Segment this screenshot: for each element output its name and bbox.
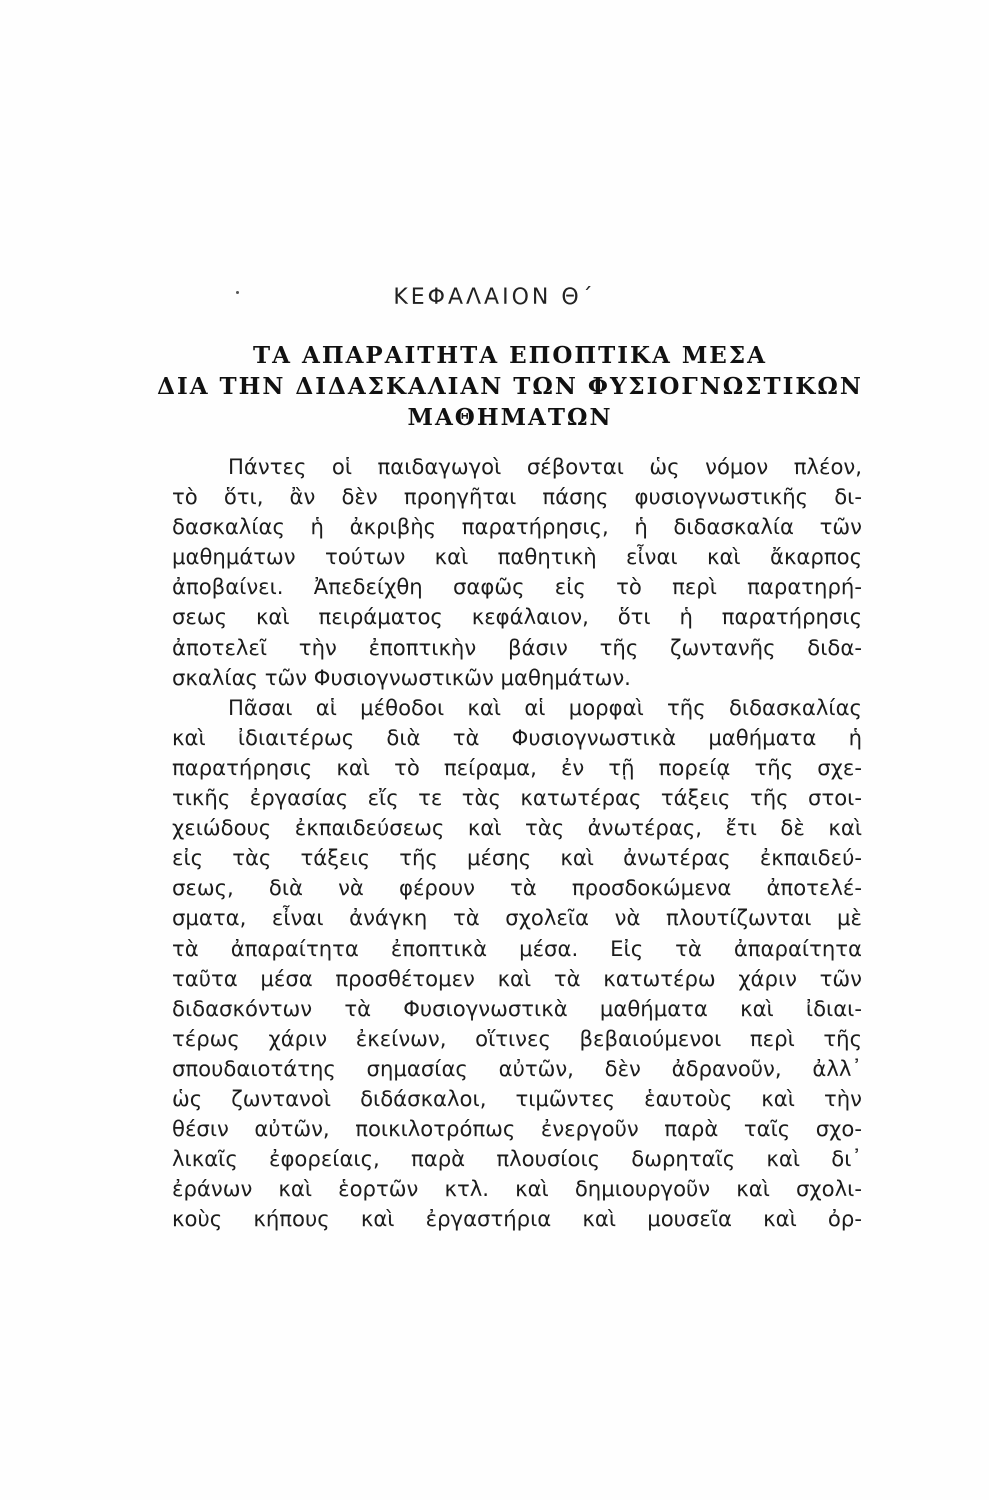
- text-line: εἰς τὰς τάξεις τῆς μέσης καὶ ἀνωτέρας ἐκπαιδεύ-: [172, 845, 862, 871]
- text-line: ἀποβαίνει. Ἀπεδείχθη σαφῶς εἰς τὸ περὶ παρατηρή-: [172, 574, 862, 600]
- body-text: [172, 452, 862, 1234]
- text-line: λικαῖς ἐφορείαις, παρὰ πλουσίοις δωρηταῖς καὶ δι᾽: [172, 1146, 862, 1172]
- text-line: διδασκόντων τὰ Φυσιογνωστικὰ μαθήματα καὶ ἰδιαι-: [172, 995, 862, 1021]
- text-line: σπουδαιοτάτης σημασίας αὐτῶν, δὲν ἀδρανοῦν, ἀλλ᾽: [172, 1055, 862, 1081]
- text-line: ὡς ζωντανοὶ διδάσκαλοι, τιμῶντες ἑαυτοὺς καὶ τὴν: [172, 1085, 862, 1111]
- text-line: ἀποτελεῖ τὴν ἐποπτικὴν βάσιν τῆς ζωντανῆς διδα-: [172, 634, 862, 660]
- text-line: μαθημάτων τούτων καὶ παθητικὴ εἶναι καὶ ἄκαρπος: [172, 544, 862, 570]
- title-line: ΤΑ ΑΠΑΡΑΙΤΗΤΑ ΕΠΟΠΤΙΚΑ ΜΕΣΑ: [253, 342, 767, 369]
- text-line: τέρως χάριν ἐκείνων, οἵτινες βεβαιούμενοι περὶ τῆς: [172, 1025, 862, 1051]
- text-line: σματα, εἶναι ἀνάγκη τὰ σχολεῖα νὰ πλουτίζωνται μὲ: [172, 905, 862, 931]
- title-line: ΔΙΑ ΤΗΝ ΔΙΔΑΣΚΑΛΙΑΝ ΤΩΝ ΦΥΣΙΟΓΝΩΣΤΙΚΩΝ: [157, 373, 863, 400]
- text-line: χειώδους ἐκπαιδεύσεως καὶ τὰς ἀνωτέρας, ἔτι δὲ καὶ: [172, 815, 862, 841]
- text-line: κοὺς κήπους καὶ ἐργαστήρια καὶ μουσεῖα καὶ ὀρ-: [172, 1206, 862, 1232]
- text-line: δασκαλίας ἡ ἀκριβὴς παρατήρησις, ἡ διδασκαλία τῶν: [172, 514, 862, 540]
- text-line: τικῆς ἐργασίας εἴς τε τὰς κατωτέρας τάξεις τῆς στοι-: [172, 785, 862, 811]
- text-line: Πᾶσαι αἱ μέθοδοι καὶ αἱ μορφαὶ τῆς διδασκαλίας: [228, 694, 862, 720]
- text-line: Πάντες οἱ παιδαγωγοὶ σέβονται ὡς νόμον πλέον,: [228, 454, 862, 479]
- text-line: σεως, διὰ νὰ φέρουν τὰ προσδοκώμενα ἀποτελέ-: [172, 875, 862, 901]
- chapter-label: ΚΕΦΑΛΑΙΟΝ Θ΄: [393, 285, 596, 310]
- text-line: σκαλίας τῶν Φυσιογνωστικῶν μαθημάτων.: [172, 664, 631, 690]
- text-line: θέσιν αὐτῶν, ποικιλοτρόπως ἐνεργοῦν παρὰ ταῖς σχο-: [172, 1116, 862, 1142]
- text-line: ταῦτα μέσα προσθέτομεν καὶ τὰ κατωτέρω χάριν τῶν: [172, 965, 862, 991]
- text-line: καὶ ἰδιαιτέρως διὰ τὰ Φυσιογνωστικὰ μαθήματα ἡ: [172, 724, 862, 750]
- text-line: παρατήρησις καὶ τὸ πείραμα, ἐν τῇ πορείᾳ τῆς σχε-: [172, 754, 862, 780]
- text-line: τὰ ἀπαραίτητα ἐποπτικὰ μέσα. Εἰς τὰ ἀπαραίτητα: [172, 935, 862, 961]
- text-line: τὸ ὅτι, ἂν δὲν προηγῆται πάσης φυσιογνωστικῆς δι-: [172, 484, 862, 510]
- text-line: σεως καὶ πειράματος κεφάλαιον, ὅτι ἡ παρατήρησις: [172, 604, 862, 630]
- chapter-title: [150, 340, 870, 433]
- text-line: ἐράνων καὶ ἑορτῶν κτλ. καὶ δημιουργοῦν καὶ σχολι-: [172, 1176, 862, 1202]
- title-line: ΜΑΘΗΜΑΤΩΝ: [407, 404, 613, 431]
